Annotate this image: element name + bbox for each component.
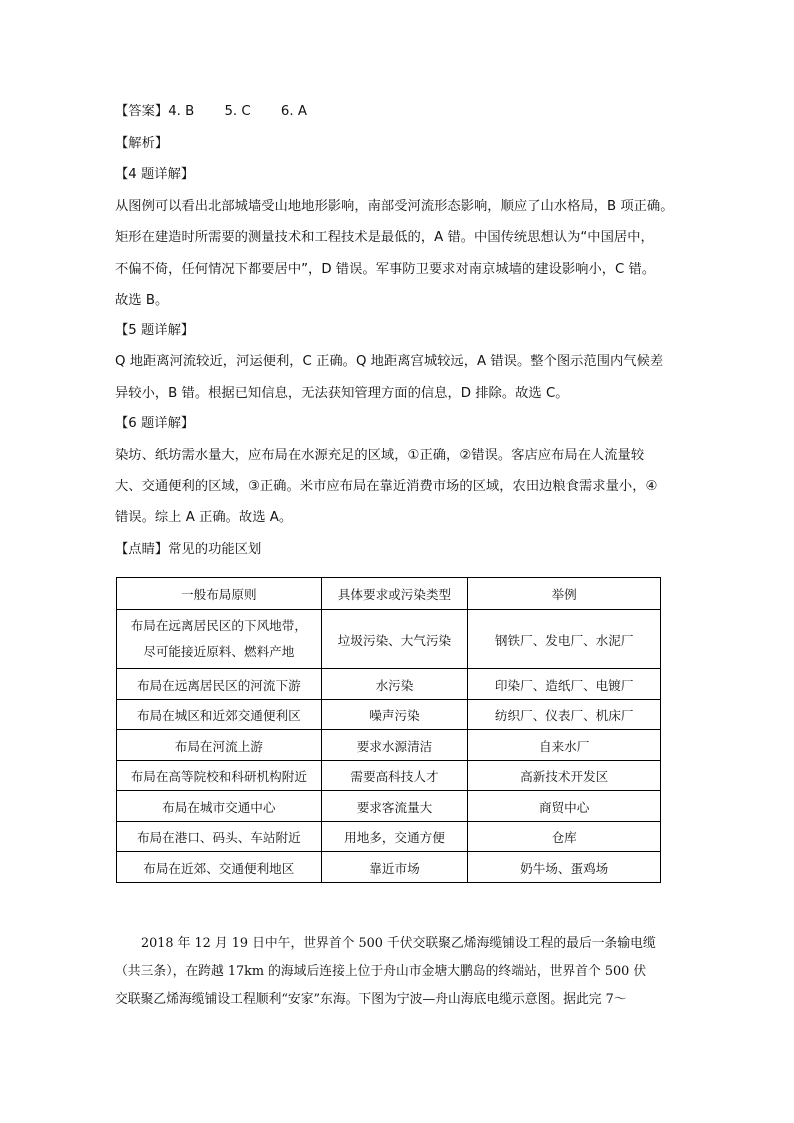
table-cell: 噪声污染 <box>321 700 468 730</box>
table-cell: 仓库 <box>468 822 661 852</box>
answer-label: 【答案】 <box>115 104 169 119</box>
table-header: 具体要求或污染类型 <box>321 578 468 610</box>
table-cell: 印染厂、造纸厂、电镀厂 <box>468 669 661 700</box>
q6-line: 染坊、纸坊需水量大，应布局在水源充足的区域，①正确，②错误。客店应布局在人流量较 <box>115 448 645 463</box>
q5-line: 异较小，B 错。根据已知信息，无法获知管理方面的信息，D 排除。故选 C。 <box>115 386 569 401</box>
table-cell: 奶牛场、蛋鸡场 <box>468 852 661 883</box>
table-header: 举例 <box>468 578 661 610</box>
table-cell: 布局在近郊、交通便利地区 <box>117 852 322 883</box>
table-cell: 水污染 <box>321 669 468 700</box>
table-cell: 布局在港口、码头、车站附近 <box>117 822 322 852</box>
table-row <box>117 700 661 730</box>
table-cell: 用地多，交通方便 <box>321 822 468 852</box>
passage-line: 2018 年 12 月 19 日中午，世界首个 500 千伏交联聚乙烯海缆铺设工程的最后一条输电缆 <box>141 936 656 951</box>
answer-6: 6. A <box>280 104 307 119</box>
passage-line: 交联聚乙烯海缆铺设工程顺利“安家”东海。下图为宁波—舟山海底电缆示意图。据此完 7～ <box>115 992 627 1007</box>
table-row <box>117 669 661 700</box>
q4-line: 故选 B。 <box>115 293 169 308</box>
table-cell: 高新技术开发区 <box>468 761 661 791</box>
function-zone-table <box>116 577 661 883</box>
cell-line: 布局在远离居民区的下风地带， <box>130 618 307 633</box>
answer-line <box>115 103 307 121</box>
q6-heading: 【6 题详解】 <box>115 416 195 431</box>
table-cell: 要求客流量大 <box>321 791 468 822</box>
cell-line: 尽可能接近原料、燃料产地 <box>143 644 295 659</box>
table-cell: 商贸中心 <box>468 791 661 822</box>
q4-line: 从图例可以看出北部城墙受山地地形影响，南部受河流形态影响，顺应了山水格局，B 项正确。 <box>115 199 674 214</box>
answer-4: 4. B <box>168 104 195 119</box>
table-cell: 垃圾污染、大气污染 <box>321 610 468 669</box>
table-row <box>117 822 661 852</box>
table-cell: 布局在城区和近郊交通便利区 <box>117 700 322 730</box>
answer-5: 5. C <box>224 104 251 119</box>
table-header-row <box>117 578 661 610</box>
q4-line: 不偏不倚，任何情况下都要居中”，D 错误。军事防卫要求对南京城墙的建设影响小，C 错。 <box>115 262 656 277</box>
q6-line: 错误。综上 A 正确。故选 A。 <box>115 510 293 525</box>
table-cell: 布局在城市交通中心 <box>117 791 322 822</box>
table-cell: 需要高科技人才 <box>321 761 468 791</box>
table-cell <box>117 610 322 669</box>
tip-label: 【点睛】常见的功能区划 <box>115 542 262 557</box>
table-row <box>117 852 661 883</box>
q6-line: 大、交通便利的区域，③正确。米市应布局在靠近消费市场的区域，农田边粮食需求量小，④ <box>115 479 658 494</box>
table-cell: 布局在远离居民区的河流下游 <box>117 669 322 700</box>
table-cell: 钢铁厂、发电厂、水泥厂 <box>468 610 661 669</box>
table-row <box>117 610 661 669</box>
table-cell: 纺织厂、仪表厂、机床厂 <box>468 700 661 730</box>
passage-line: （共三条），在跨越 17km 的海域后连接上位于舟山市金塘大鹏岛的终端站，世界首个 500 伏 <box>115 964 647 979</box>
table-cell: 靠近市场 <box>321 852 468 883</box>
q4-heading: 【4 题详解】 <box>115 167 195 182</box>
table-cell: 要求水源清洁 <box>321 730 468 761</box>
table-row <box>117 791 661 822</box>
table-row <box>117 761 661 791</box>
table-header: 一般布局原则 <box>117 578 322 610</box>
table-cell: 布局在河流上游 <box>117 730 322 761</box>
analysis-label: 【解析】 <box>115 136 169 151</box>
table-cell: 自来水厂 <box>468 730 661 761</box>
table-cell: 布局在高等院校和科研机构附近 <box>117 761 322 791</box>
q5-line: Q 地距离河流较近，河运便利，C 正确。Q 地距离宫城较远，A 错误。整个图示范围内气候差 <box>115 354 664 369</box>
q4-line: 矩形在建造时所需要的测量技术和工程技术是最低的，A 错。中国传统思想认为“中国居中， <box>115 230 654 245</box>
passage <box>115 930 680 1014</box>
q5-heading: 【5 题详解】 <box>115 323 195 338</box>
table-row <box>117 730 661 761</box>
